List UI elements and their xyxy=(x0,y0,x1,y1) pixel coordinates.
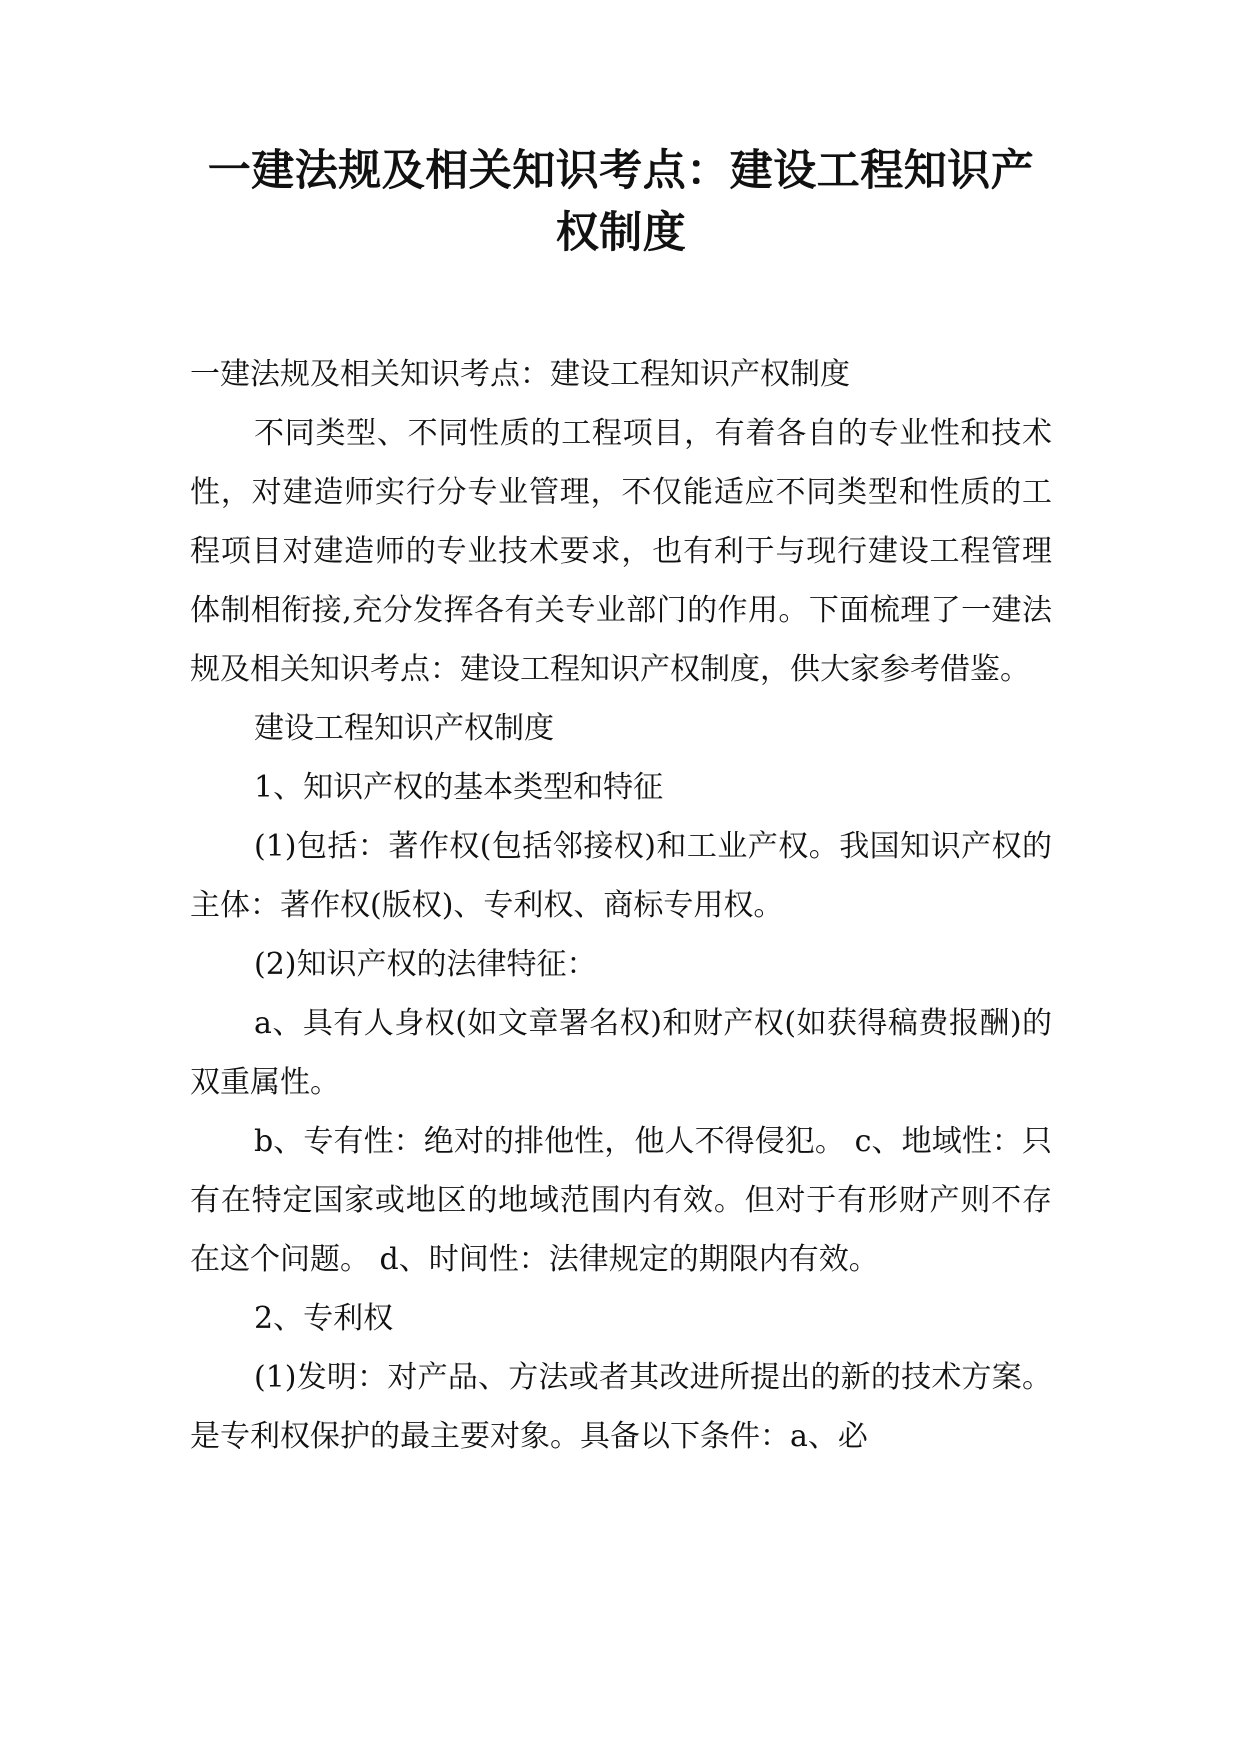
section-heading-2: 2、专利权 xyxy=(254,1301,394,1336)
paragraph-item-invention: (1)发明：对产品、方法或者其改进所提出的新的技术方案。是专利权保护的最主要对象。具备以下条件：a、必 xyxy=(190,1360,1052,1454)
paragraph-item-1: (1)包括：著作权(包括邻接权)和工业产权。我国知识产权的主体：著作权(版权)、专利权、商标专用权。 xyxy=(190,829,1052,923)
paragraph-item-2: (2)知识产权的法律特征： xyxy=(254,947,597,982)
section-heading: 建设工程知识产权制度 xyxy=(254,711,554,746)
document-body xyxy=(190,345,1052,1466)
section-heading-1: 1、知识产权的基本类型和特征 xyxy=(254,770,664,805)
paragraph-item-bcd: b、专有性：绝对的排他性，他人不得侵犯。 c、地域性：只有在特定国家或地区的地域范围内有效。但对于有形财产则不存在这个问题。 d、时间性：法律规定的期限内有效。 xyxy=(190,1124,1052,1277)
document-page xyxy=(190,140,1052,1466)
paragraph-intro: 不同类型、不同性质的工程项目，有着各自的专业性和技术性，对建造师实行分专业管理，不仅能适应不同类型和性质的工程项目对建造师的专业技术要求，也有利于与现行建设工程管理体制相衔接,充分发挥各有关专业部门的作用。下面梳理了一建法规及相关知识考点：建设工程知识产权制度，供大家参考借鉴。 xyxy=(190,416,1052,687)
paragraph-subtitle: 一建法规及相关知识考点：建设工程知识产权制度 xyxy=(190,357,850,392)
document-title: 一建法规及相关知识考点：建设工程知识产权制度 xyxy=(207,146,1035,258)
paragraph-item-a: a、具有人身权(如文章署名权)和财产权(如获得稿费报酬)的双重属性。 xyxy=(190,1006,1052,1100)
